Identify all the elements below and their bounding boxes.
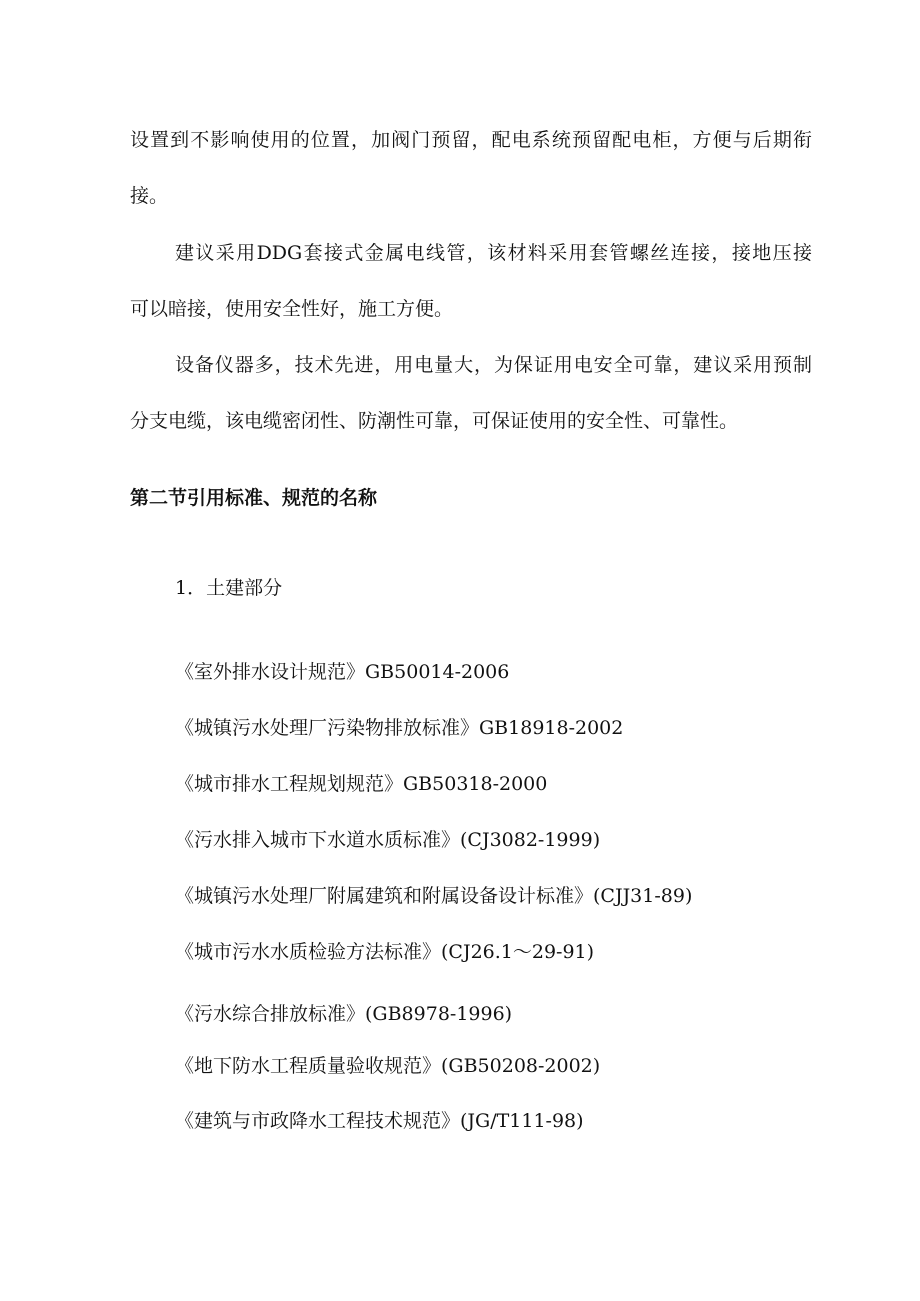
paragraph-3-line-1: 设备仪器多，技术先进，用电量大，为保证用电安全可靠，建议采用预制 [175, 354, 812, 376]
standard-item: 《地下防水工程质量验收规范》(GB50208-2002) [175, 1055, 601, 1077]
standard-item: 《城镇污水处理厂附属建筑和附属设备设计标准》(CJJ31-89) [175, 885, 693, 907]
paragraph-1-line-2: 接。 [130, 185, 169, 207]
standard-item: 《城镇污水处理厂污染物排放标准》GB18918-2002 [175, 717, 624, 739]
standard-item: 《城市污水水质检验方法标准》(CJ26.1～29-91) [175, 941, 595, 963]
standard-item: 《城市排水工程规划规范》GB50318-2000 [175, 773, 548, 795]
standard-item: 《污水排入城市下水道水质标准》(CJ3082-1999) [175, 829, 601, 851]
standard-item: 《建筑与市政降水工程技术规范》(JG/T111-98) [175, 1110, 584, 1132]
paragraph-1-line-1: 设置到不影响使用的位置，加阀门预留，配电系统预留配电柜，方便与后期衔 [130, 129, 812, 151]
paragraph-2-line-1: 建议采用DDG套接式金属电线管，该材料采用套管螺丝连接，接地压接 [175, 242, 812, 264]
standard-item: 《室外排水设计规范》GB50014-2006 [175, 661, 510, 683]
paragraph-3-line-2: 分支电缆，该电缆密闭性、防潮性可靠，可保证使用的安全性、可靠性。 [130, 410, 739, 432]
section-subheading: 1．土建部分 [175, 577, 283, 599]
section-heading: 第二节引用标准、规范的名称 [130, 487, 378, 509]
paragraph-2-line-2: 可以暗接，使用安全性好，施工方便。 [130, 298, 454, 320]
standard-item: 《污水综合排放标准》(GB8978-1996) [175, 1003, 513, 1025]
